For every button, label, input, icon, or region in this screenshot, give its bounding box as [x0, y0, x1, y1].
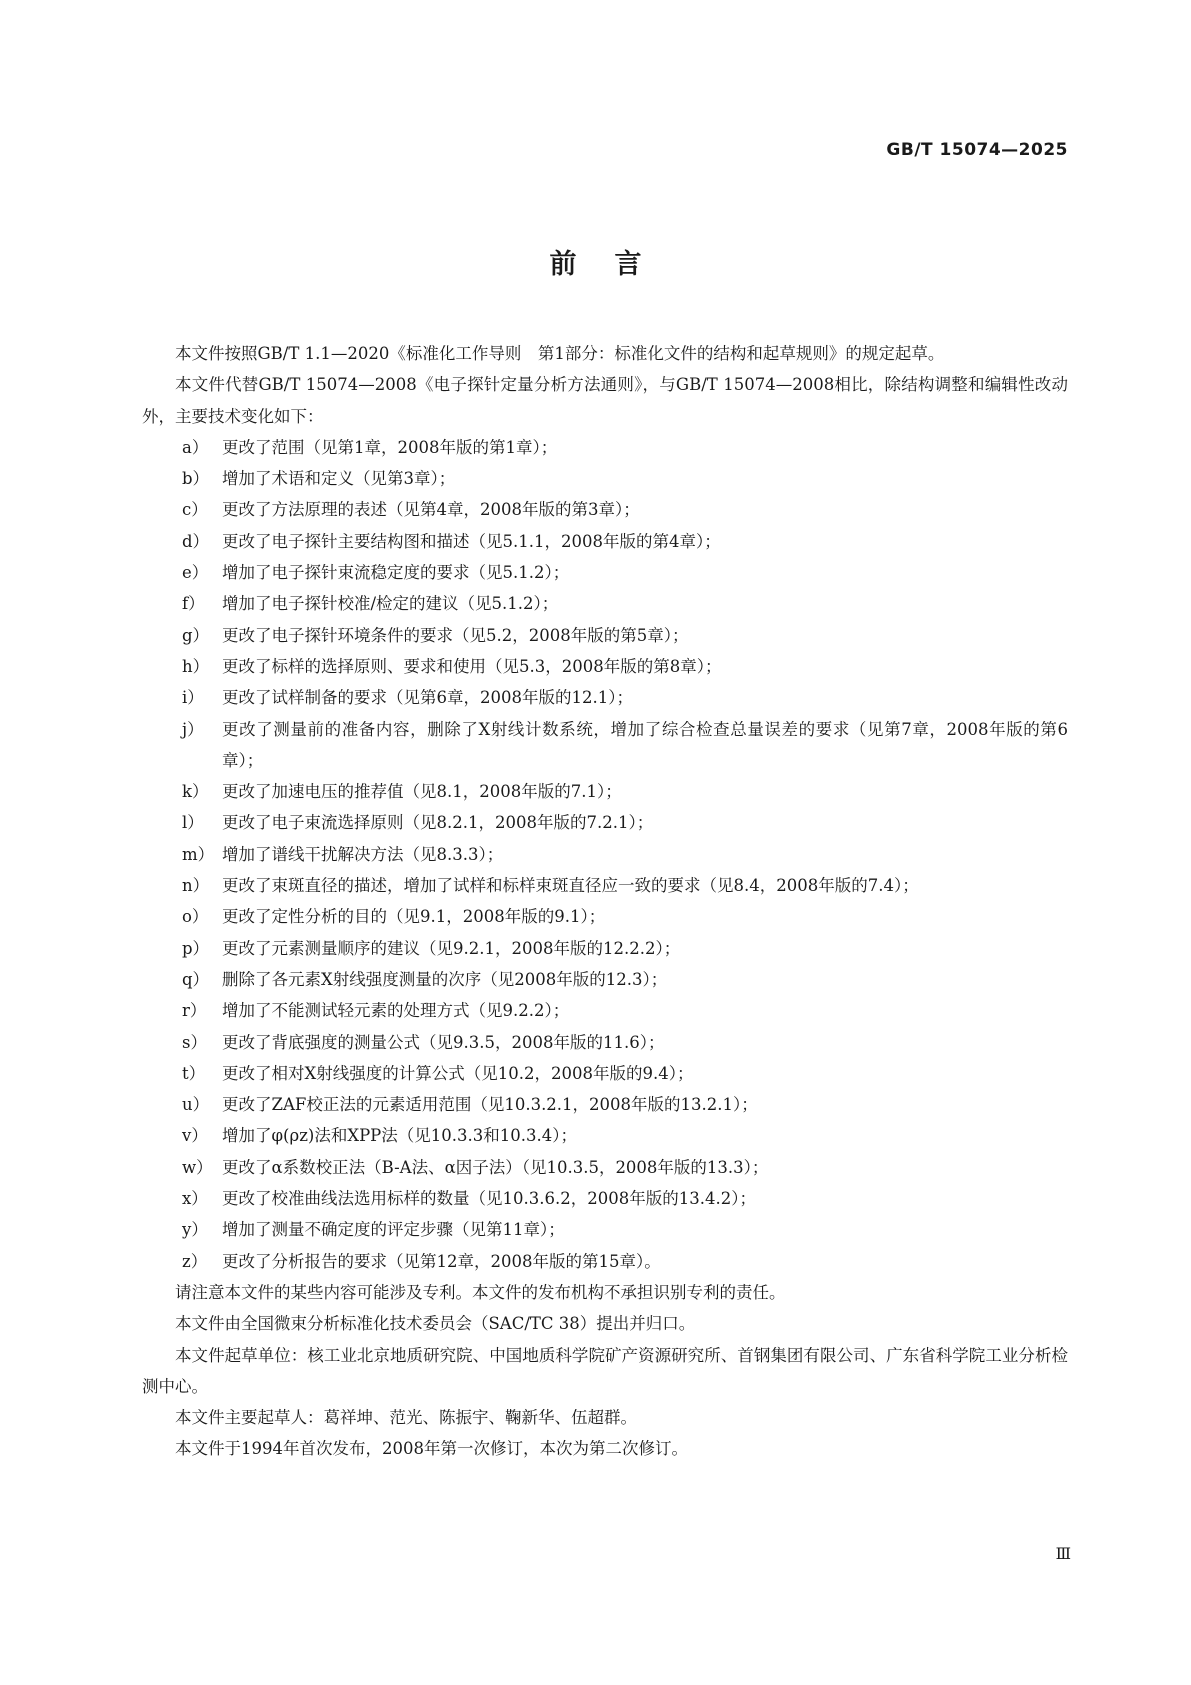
list-item — [182, 1120, 1068, 1151]
list-item-label: a） — [182, 437, 209, 457]
paragraph: 本文件起草单位：核工业北京地质研究院、中国地质科学院矿产资源研究所、首钢集团有限公司、广东省科学院工业分析检测中心。 — [142, 1345, 1068, 1396]
list-item — [182, 776, 1068, 807]
list-item-label: u） — [182, 1095, 210, 1115]
foreword-body — [142, 338, 1068, 1465]
list-item — [182, 1214, 1068, 1245]
list-item-label: z） — [182, 1251, 208, 1271]
list-item-label: s） — [182, 1032, 207, 1052]
list-item-label: t） — [182, 1063, 206, 1083]
list-item — [182, 1183, 1068, 1214]
page-number: Ⅲ — [1055, 1544, 1071, 1563]
list-item-label: l） — [182, 813, 204, 833]
list-item-text: 更改了相对X射线强度的计算公式（见10.2，2008年版的9.4）； — [222, 1063, 694, 1083]
changes-list — [142, 432, 1068, 1277]
list-item-label: n） — [182, 876, 210, 896]
list-item-label: k） — [182, 782, 209, 802]
page-title: 前言 — [549, 249, 680, 280]
intro-paragraphs — [142, 338, 1068, 432]
list-item-label: j） — [182, 719, 204, 739]
list-item-text: 更改了电子探针环境条件的要求（见5.2，2008年版的第5章）； — [222, 625, 689, 645]
list-item-label: x） — [182, 1189, 208, 1209]
list-item-text: 增加了φ(ρz)法和XPP法（见10.3.3和10.3.4）； — [222, 1126, 577, 1146]
list-item-label: g） — [182, 625, 210, 645]
standard-number: GB/T 15074—2025 — [886, 140, 1068, 160]
list-item-text: 更改了定性分析的目的（见9.1，2008年版的9.1）； — [222, 907, 606, 927]
list-item — [182, 1027, 1068, 1058]
list-item-text: 增加了不能测试轻元素的处理方式（见9.2.2）； — [222, 1001, 570, 1021]
list-item — [182, 901, 1068, 932]
list-item — [182, 1089, 1068, 1120]
list-item-text: 更改了测量前的准备内容，删除了X射线计数系统，增加了综合检查总量误差的要求（见第7章，2008年版的第6章）； — [222, 719, 1068, 770]
list-item — [182, 1058, 1068, 1089]
list-item-label: m） — [182, 844, 215, 864]
list-item — [182, 964, 1068, 995]
list-item-text: 更改了校准曲线法选用标样的数量（见10.3.6.2，2008年版的13.4.2）； — [222, 1189, 756, 1209]
list-item — [182, 839, 1068, 870]
paragraph: 请注意本文件的某些内容可能涉及专利。本文件的发布机构不承担识别专利的责任。 — [175, 1282, 786, 1302]
list-item-label: y） — [182, 1220, 208, 1240]
list-item — [182, 588, 1068, 619]
paragraph: 本文件主要起草人：葛祥坤、范光、陈振宇、鞠新华、伍超群。 — [175, 1408, 637, 1428]
list-item-label: b） — [182, 469, 210, 489]
closing-paragraphs — [142, 1277, 1068, 1465]
list-item-text: 更改了电子探针主要结构图和描述（见5.1.1，2008年版的第4章）； — [222, 531, 721, 551]
list-item-text: 更改了α系数校正法（B-A法、α因子法）（见10.3.5，2008年版的13.3）； — [222, 1157, 769, 1177]
list-item-text: 更改了元素测量顺序的建议（见9.2.1，2008年版的12.2.2）； — [222, 938, 681, 958]
list-item — [182, 557, 1068, 588]
list-item-text: 更改了方法原理的表述（见第4章，2008年版的第3章）； — [222, 500, 640, 520]
list-item-text: 更改了标样的选择原则、要求和使用（见5.3，2008年版的第8章）； — [222, 656, 722, 676]
list-item-label: d） — [182, 531, 210, 551]
list-item — [182, 933, 1068, 964]
list-item — [182, 651, 1068, 682]
list-item-text: 更改了分析报告的要求（见第12章，2008年版的第15章）。 — [222, 1251, 661, 1271]
list-item-label: p） — [182, 938, 210, 958]
list-item-label: h） — [182, 656, 210, 676]
list-item-text: 增加了电子探针校准/检定的建议（见5.1.2）； — [222, 594, 559, 614]
list-item-label: w） — [182, 1157, 213, 1177]
list-item-label: q） — [182, 969, 210, 989]
list-item — [182, 682, 1068, 713]
list-item-text: 增加了谱线干扰解决方法（见8.3.3）； — [222, 844, 504, 864]
list-item-label: e） — [182, 563, 209, 583]
list-item-text: 更改了ZAF校正法的元素适用范围（见10.3.2.1，2008年版的13.2.1）； — [222, 1095, 758, 1115]
list-item-text: 删除了各元素X射线强度测量的次序（见2008年版的12.3）； — [222, 969, 668, 989]
list-item-text: 更改了背底强度的测量公式（见9.3.5，2008年版的11.6）； — [222, 1032, 665, 1052]
paragraph: 本文件按照GB/T 1.1—2020《标准化工作导则 第1部分：标准化文件的结构和起草规则》的规定起草。 — [175, 344, 945, 363]
list-item-text: 增加了测量不确定度的评定步骤（见第11章）； — [222, 1220, 565, 1240]
list-item — [182, 494, 1068, 525]
list-item-text: 更改了束斑直径的描述，增加了试样和标样束斑直径应一致的要求（见8.4，2008年版的7.4）； — [222, 876, 919, 896]
list-item-text: 更改了范围（见第1章，2008年版的第1章）； — [222, 437, 558, 457]
list-item-label: v） — [182, 1126, 208, 1146]
list-item-label: r） — [182, 1001, 207, 1021]
list-item — [182, 714, 1068, 777]
list-item-label: f） — [182, 594, 205, 614]
list-item — [182, 463, 1068, 494]
list-item — [182, 1246, 1068, 1277]
paragraph: 本文件代替GB/T 15074—2008《电子探针定量分析方法通则》，与GB/T 15074—2008相比，除结构调整和编辑性改动外，主要技术变化如下： — [142, 375, 1068, 426]
list-item-text: 更改了试样制备的要求（见第6章，2008年版的12.1）； — [222, 688, 633, 708]
list-item — [182, 995, 1068, 1026]
list-item-label: i） — [182, 688, 204, 708]
list-item — [182, 807, 1068, 838]
list-item-text: 增加了术语和定义（见第3章）； — [222, 469, 456, 489]
list-item — [182, 432, 1068, 463]
list-item-text: 增加了电子探针束流稳定度的要求（见5.1.2）； — [222, 563, 570, 583]
list-item — [182, 526, 1068, 557]
list-item — [182, 870, 1068, 901]
list-item-label: c） — [182, 500, 208, 520]
list-item-text: 更改了加速电压的推荐值（见8.1，2008年版的7.1）； — [222, 782, 622, 802]
list-item — [182, 1152, 1068, 1183]
list-item — [182, 620, 1068, 651]
list-item-label: o） — [182, 907, 209, 927]
paragraph: 本文件于1994年首次发布，2008年第一次修订，本次为第二次修订。 — [175, 1439, 688, 1459]
paragraph: 本文件由全国微束分析标准化技术委员会（SAC/TC 38）提出并归口。 — [175, 1314, 696, 1334]
list-item-text: 更改了电子束流选择原则（见8.2.1，2008年版的7.2.1）； — [222, 813, 654, 833]
